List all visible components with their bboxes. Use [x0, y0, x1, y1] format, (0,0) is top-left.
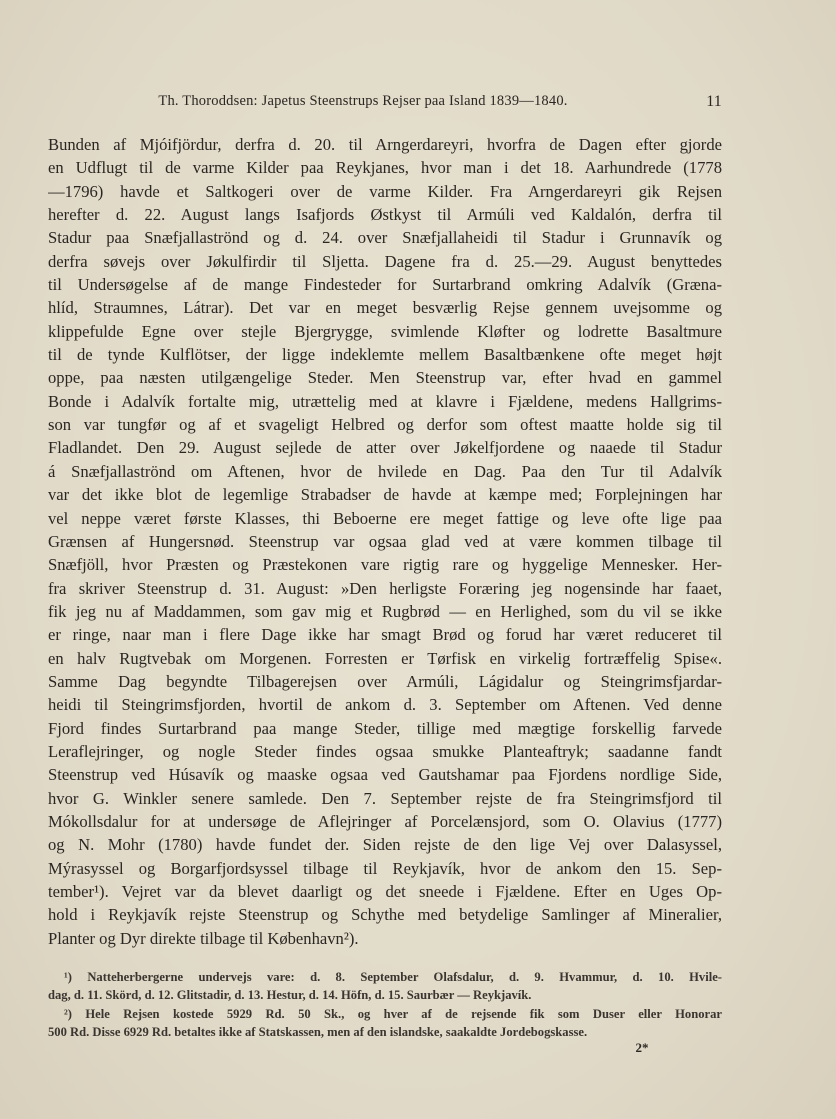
text-line: Fjord findes Surtarbrand paa mange Steder, tillige med mægtige forskellig farvede: [48, 718, 722, 738]
text-line: Mýrasyssel og Borgarfjordsyssel tilbage til Reykjavík, hvor de ankom den 15. Sep-: [48, 858, 722, 878]
text-line: Samme Dag begyndte Tilbagerejsen over Armúli, Lágidalur og Steingrimsfjardar-: [48, 671, 722, 691]
footnote-line: 500 Rd. Disse 6929 Rd. betaltes ikke af Statskassen, men af den islandske, saakaldte Jordebogskasse.: [48, 1025, 588, 1040]
text-line: oppe, paa næsten utilgængelige Steder. Men Steenstrup var, efter hvad en gammel: [48, 368, 722, 388]
footnote-line: dag, d. 11. Skörd, d. 12. Glitstadir, d. 13. Hestur, d. 14. Höfn, d. 15. Saurbær — Reykjavík.: [48, 988, 532, 1003]
text-line: Bunden af Mjóifjördur, derfra d. 20. til Arngerdareyri, hvorfra de Dagen efter gjorde: [48, 135, 722, 154]
text-line: Bonde i Adalvík fortalte mig, utrættelig med at klavre i Fjældene, medens Hallgrims-: [48, 391, 722, 411]
text-line: tember¹). Vejret var da blevet daarligt og det sneede i Fjældene. Efter en Uges Op-: [48, 882, 722, 901]
running-head: [48, 93, 722, 113]
text-line: hlíd, Straumnes, Látrar). Det var en meget besværlig Rejse gennem uvejsomme og: [48, 298, 722, 318]
body-text: [48, 133, 722, 950]
text-line: var det ikke blot de legemlige Strabadser de havde at kæmpe med; Forplejningen har: [48, 485, 722, 505]
text-line: til Undersøgelse af de mange Findesteder for Surtarbrand omkring Adalvík (Græna-: [48, 275, 722, 295]
text-line: vel neppe været første Klasses, thi Beboerne ere meget fattige og leve ofte lige paa: [48, 508, 722, 528]
text-line: Stadur paa Snæfjallaströnd og d. 24. over Snæfjallaheidi til Stadur i Grunnavík og: [48, 228, 722, 248]
text-line: er ringe, naar man i flere Dage ikke har smagt Brød og forud har været reduceret til: [48, 625, 722, 645]
text-line: hvor G. Winkler senere samlede. Den 7. September rejste de fra Steingrimsfjord til: [48, 788, 722, 808]
text-line: hold i Reykjavík rejste Steenstrup og Schythe med betydelige Samlinger af Mineralier,: [48, 905, 722, 925]
signature-mark: 2*: [635, 1040, 649, 1055]
text-line: derfra søvejs over Jøkulfirdir til Sljetta. Dagene fra d. 25.—29. August benyttedes: [48, 251, 722, 271]
text-line: Steenstrup ved Húsavík og maaske ogsaa ved Gautshamar paa Fjordens nordlige Side,: [48, 765, 722, 785]
text-line: herefter d. 22. August langs Isafjords Østkyst til Armúli ved Kaldalón, derfra til: [48, 205, 722, 225]
text-line: Mókollsdalur for at undersøge de Aflejringer af Porcelænsjord, som O. Olavius (1777): [48, 811, 722, 831]
footnotes: [48, 968, 722, 1042]
text-line: á Snæfjallaströnd om Aftenen, hvor de hvilede en Dag. Paa den Tur til Adalvík: [48, 461, 722, 481]
running-title: Th. Thoroddsen: Japetus Steenstrups Rejser paa Island 1839—1840.: [158, 93, 568, 109]
text-line: Snæfjöll, hvor Præsten og Præstekonen vare rigtig rare og hyggelige Mennesker. Her-: [48, 555, 722, 575]
text-line: —1796) havde et Saltkogeri over de varme Kilder. Fra Arngerdareyri gik Rejsen: [48, 181, 722, 201]
text-line: til de tynde Kulflötser, der ligge indeklemte mellem Basaltbænkene ofte meget højt: [48, 345, 722, 365]
text-line: fra skriver Steenstrup d. 31. August: »Den herligste Foræring jeg nogensinde har faaet,: [48, 578, 722, 598]
text-line: fik jeg nu af Maddammen, som gav mig et Rugbrød — en Herlighed, som du vil se ikke: [48, 601, 722, 621]
text-line: en halv Rugtvebak om Morgenen. Forresten er Tørfisk en virkelig fortræffelig Spise«.: [48, 648, 722, 668]
text-line: son var tungfør og af et svageligt Helbred og derfor som oftest maatte holde sig til: [48, 415, 722, 435]
text-line: Grænsen af Hungersnød. Steenstrup var ogsaa glad ved at være kommen tilbage til: [48, 531, 722, 551]
footnote-line: ¹) Natteherbergerne undervejs vare: d. 8. September Olafsdalur, d. 9. Hvammur, d. 10. Hvile-: [64, 970, 722, 984]
text-line: en Udflugt til de varme Kilder paa Reykjanes, hvor man i det 18. Aarhundrede (1778: [48, 158, 722, 178]
text-line: Leraflejringer, og nogle Steder findes ogsaa smukke Planteaftryk; saadanne fandt: [48, 741, 722, 761]
text-line: Planter og Dyr direkte tilbage til København²).: [48, 928, 359, 948]
text-line: heidi til Steingrimsfjorden, hvortil de ankom d. 3. September om Aftenen. Ved denne: [48, 695, 722, 715]
text-line: og N. Mohr (1780) havde fundet der. Siden rejste de den lige Vej over Dalasyssel,: [48, 835, 722, 855]
text-line: Fladlandet. Den 29. August sejlede de atter over Jøkelfjordene og naaede til Stadur: [48, 438, 722, 458]
footnote-line: ²) Hele Rejsen kostede 5929 Rd. 50 Sk., og hver af de rejsende fik som Duser eller Honorar: [64, 1006, 722, 1021]
text-line: klippefulde Egne over stejle Bjergrygge, svimlende Kløfter og lodrette Basaltmure: [48, 321, 722, 341]
page-number: 11: [706, 93, 722, 110]
